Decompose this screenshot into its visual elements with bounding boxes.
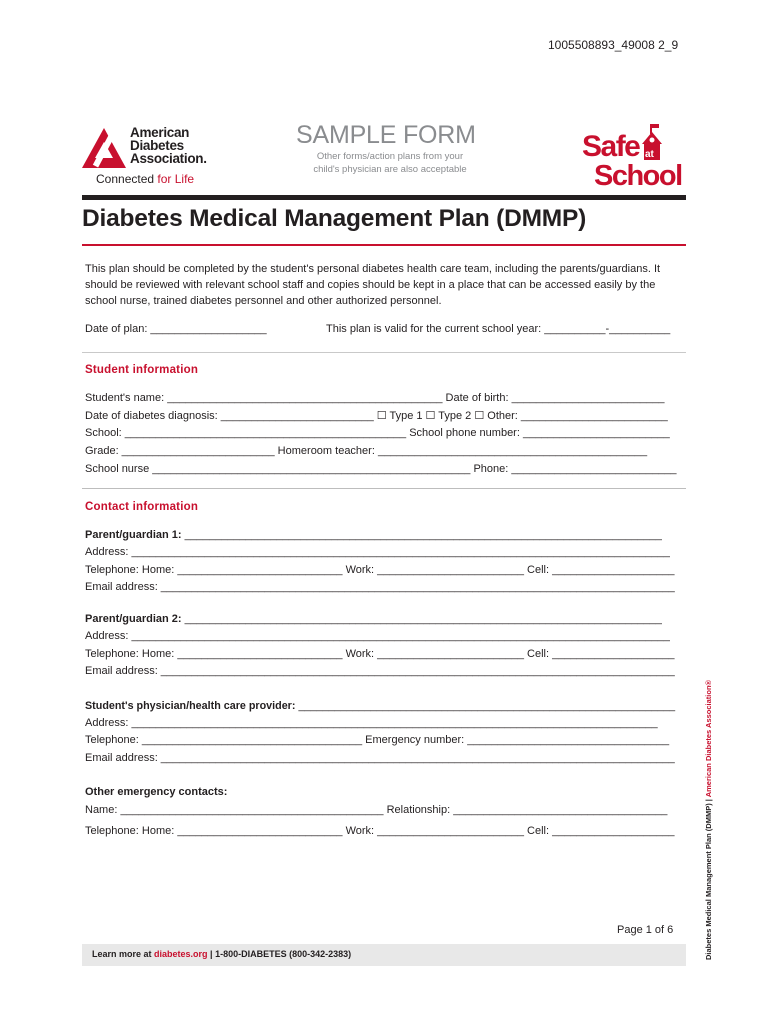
ada-word-1: American: [130, 125, 190, 140]
footer-phone: 1-800-DIABETES (800-342-2383): [215, 949, 352, 959]
ada-word-3: Association.: [130, 151, 207, 166]
parent1-email-row[interactable]: Email address: ____________________________________________________________________________________: [85, 581, 675, 593]
grade-row[interactable]: Grade: _________________________ Homeroom teacher: ____________________________________________: [85, 445, 648, 457]
vertical-sep: |: [704, 797, 713, 804]
contact-info-heading: Contact information: [85, 501, 199, 513]
ada-word-2: Diabetes: [130, 138, 184, 153]
footer-site-link[interactable]: diabetes.org: [154, 949, 208, 959]
section-divider: [82, 488, 686, 489]
tagline-red: for Life: [157, 172, 195, 186]
ada-triangle-icon: [82, 128, 126, 168]
physician-phone-row[interactable]: Telephone: ____________________________________ Emergency number: _________________________________: [85, 734, 670, 746]
title-bottom-rule: [82, 244, 686, 246]
parent2-email-row[interactable]: Email address: ____________________________________________________________________________________: [85, 665, 675, 677]
section-divider: [82, 352, 686, 353]
safe-word: Safe: [582, 130, 640, 163]
at-word: at: [645, 149, 654, 160]
student-name-row[interactable]: Student's name: _____________________________________________ Date of birth: _________________________: [85, 392, 665, 404]
parent1-row[interactable]: [85, 529, 662, 541]
vertical-side-label: [704, 679, 713, 960]
physician-email-row[interactable]: Email address: ____________________________________________________________________________________: [85, 752, 675, 764]
sample-form-subtitle: Other forms/action plans from your child's physician are also acceptable: [313, 151, 467, 175]
parent2-line: ______________________________________________________________________________: [181, 613, 662, 625]
physician-label: Student's physician/health care provider:: [85, 700, 296, 712]
ada-logo: [82, 126, 232, 186]
school-word: School: [594, 160, 682, 190]
ada-tagline: [96, 172, 194, 186]
sample-form-title: SAMPLE FORM: [296, 121, 476, 149]
parent2-address-row[interactable]: Address: ________________________________________________________________________________________: [85, 630, 670, 642]
parent2-label: Parent/guardian 2:: [85, 613, 182, 625]
footer-learn: Learn more at: [92, 949, 155, 959]
document-id: 1005508893_49008 2_9: [548, 38, 679, 52]
vertical-doc-name: Diabetes Medical Management Plan (DMMP): [704, 803, 713, 960]
parent1-label: Parent/guardian 1:: [85, 529, 182, 541]
physician-line: _______________________________________________________________: [295, 700, 676, 712]
title-top-rule: [82, 195, 686, 200]
vertical-org-name: American Diabetes Association®: [704, 679, 713, 798]
valid-school-year-field[interactable]: This plan is valid for the current school year: __________-__________: [326, 323, 671, 335]
intro-paragraph: This plan should be completed by the student's personal diabetes health care team, including the parents/guardians. It should be reviewed with relevant school staff and copies should be kept in a place that can be accessed easily by the school nurse, trained diabetes personnel and other authorized personnel.: [85, 263, 661, 307]
school-row[interactable]: School: ______________________________________________ School phone number: ________________________: [85, 427, 670, 439]
parent1-line: ______________________________________________________________________________: [181, 529, 662, 541]
physician-address-row[interactable]: Address: ______________________________________________________________________________________: [85, 717, 658, 729]
page-title: Diabetes Medical Management Plan (DMMP): [82, 205, 587, 232]
safe-at-school-logo: [580, 118, 690, 190]
footer-text: [92, 949, 351, 959]
parent2-phone-row[interactable]: Telephone: Home: ___________________________ Work: ________________________ Cell: ____________________: [85, 648, 675, 660]
school-nurse-row[interactable]: School nurse ____________________________________________________ Phone: ___________________________: [85, 463, 677, 475]
parent1-phone-row[interactable]: Telephone: Home: ___________________________ Work: ________________________ Cell: ____________________: [85, 564, 675, 576]
student-info-heading: Student information: [85, 364, 199, 376]
page-number: Page 1 of 6: [617, 924, 674, 936]
date-of-plan-field[interactable]: Date of plan: ___________________: [85, 323, 267, 335]
diagnosis-row[interactable]: Date of diabetes diagnosis: _________________________ ☐ Type 1 ☐ Type 2 ☐ Other: ________________________: [85, 410, 668, 422]
other-contacts-label: Other emergency contacts:: [85, 786, 228, 798]
tagline-main: Connected: [96, 172, 158, 186]
other-name-row[interactable]: Name: ___________________________________________ Relationship: ___________________________________: [85, 804, 668, 816]
footer-sep: |: [207, 949, 216, 959]
ada-wordmark: [130, 126, 207, 165]
parent1-address-row[interactable]: Address: ________________________________________________________________________________________: [85, 546, 670, 558]
other-phone-row[interactable]: Telephone: Home: ___________________________ Work: ________________________ Cell: ____________________: [85, 825, 675, 837]
physician-row[interactable]: [85, 700, 675, 712]
parent2-row[interactable]: [85, 613, 662, 625]
